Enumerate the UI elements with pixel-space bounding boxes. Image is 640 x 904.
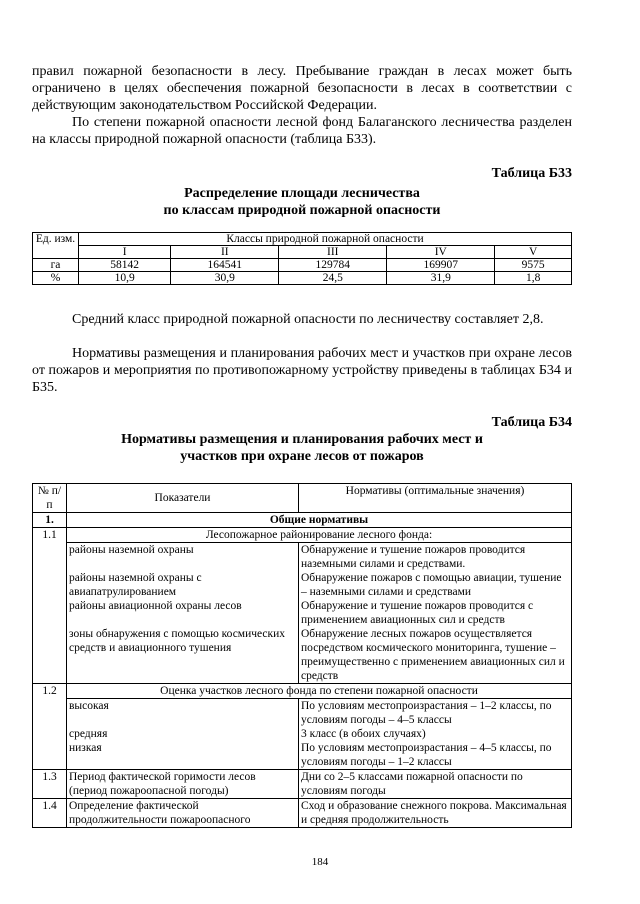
class-v: V — [495, 246, 572, 259]
indicator-cell: Определение фактической продолжительности пожароопасного — [67, 799, 299, 828]
cell: 10,9 — [79, 272, 171, 285]
row-number: 1.4 — [33, 799, 67, 828]
classes-header: Классы природной пожарной опасности — [79, 233, 572, 246]
norm-cell: Обнаружение лесных пожаров осуществляется посредством космического мониторинга, тушение – преимущественно с применением авиационных сил и средств — [299, 627, 572, 684]
norm-cell: Обнаружение и тушение пожаров проводится с применением авиационных сил и средств — [299, 599, 572, 627]
cell: 30,9 — [171, 272, 279, 285]
norms-header: Нормативы (оптимальные значения) — [299, 484, 572, 513]
table-b33-title-line-2: по классам природной пожарной опасности — [163, 203, 441, 218]
table-b33 — [32, 232, 572, 285]
table-b34-title-line-2: участков при охране лесов от пожаров — [180, 449, 424, 464]
middle-paragraph-1: Средний класс природной пожарной опасности по лесничеству составляет 2,8. — [72, 312, 544, 327]
section-row — [33, 513, 572, 528]
class-row — [33, 246, 572, 259]
indicator-cell: высокая — [67, 699, 299, 728]
table-b33-label: Таблица Б33 — [491, 166, 572, 181]
table-row — [33, 770, 572, 799]
indicator-cell: средняя — [67, 727, 299, 741]
row-number: 1.1 — [33, 528, 67, 684]
class-iv: IV — [387, 246, 495, 259]
table-row — [33, 543, 572, 572]
cell: 31,9 — [387, 272, 495, 285]
page-number: 184 — [311, 856, 329, 868]
norm-cell: 3 класс (в обоих случаях) — [299, 727, 572, 741]
unit-header: Ед. изм. — [33, 233, 79, 259]
table-row — [33, 727, 572, 741]
cell: 169907 — [387, 259, 495, 272]
norm-cell: По условиям местопроизрастания – 4–5 классы, по условиям погоды – 1–2 классы — [299, 741, 572, 770]
indicator-cell: районы наземной охраны — [67, 543, 299, 572]
indicators-header: Показатели — [67, 484, 299, 513]
table-b34-title — [32, 431, 572, 465]
table-row — [33, 741, 572, 770]
row-unit: га — [33, 259, 79, 272]
table-row — [33, 699, 572, 728]
table-row — [33, 627, 572, 684]
class-i: I — [79, 246, 171, 259]
section-title: Общие нормативы — [67, 513, 572, 528]
intro-paragraph-1: правил пожарной безопасности в лесу. Пребывание граждан в лесах может быть ограничено в целях обеспечения пожарной безопасности в лесах в соответствии с действующим законодательством Российской Федерации. — [32, 64, 572, 113]
row-number: 1.3 — [33, 770, 67, 799]
norm-cell: Обнаружение пожаров с помощью авиации, тушение – наземными силами и средствами — [299, 571, 572, 599]
row-title: Лесопожарное районирование лесного фонда: — [67, 528, 572, 543]
intro-paragraph-2: По степени пожарной опасности лесной фонд Балаганского лесничества разделен на классы природной пожарной опасности (таблица Б33). — [32, 115, 572, 147]
row-number: 1.2 — [33, 684, 67, 770]
table-b34 — [32, 483, 572, 828]
norm-cell: По условиям местопроизрастания – 1–2 классы, по условиям погоды – 4–5 классы — [299, 699, 572, 728]
table-row — [33, 528, 572, 543]
table-row — [33, 599, 572, 627]
table-b33-title-line-1: Распределение площади лесничества — [184, 186, 420, 201]
cell: 24,5 — [279, 272, 387, 285]
cell: 9575 — [495, 259, 572, 272]
table-row — [33, 799, 572, 828]
indicator-cell: низкая — [67, 741, 299, 770]
cell: 58142 — [79, 259, 171, 272]
row-unit: % — [33, 272, 79, 285]
middle-paragraph-2: Нормативы размещения и планирования рабочих мест и участков при охране лесов от пожаров и мероприятия по противопожарному устройству приведены в таблицах Б34 и Б35. — [32, 346, 572, 395]
table-b34-title-line-1: Нормативы размещения и планирования рабочих мест и — [121, 432, 483, 447]
header-row — [33, 484, 572, 513]
indicator-cell: районы наземной охраны с авиапатрулированием — [67, 571, 299, 599]
indicator-cell: районы авиационной охраны лесов — [67, 599, 299, 627]
cell: 129784 — [279, 259, 387, 272]
section-number: 1. — [33, 513, 67, 528]
cell: 1,8 — [495, 272, 572, 285]
class-iii: III — [279, 246, 387, 259]
class-ii: II — [171, 246, 279, 259]
norm-cell: Обнаружение и тушение пожаров проводится наземными силами и средствами. — [299, 543, 572, 572]
norm-cell: Сход и образование снежного покрова. Максимальная и средняя продолжительность — [299, 799, 572, 828]
table-b33-title — [32, 185, 572, 219]
cell: 164541 — [171, 259, 279, 272]
table-row — [33, 272, 572, 285]
indicator-cell: Период фактической горимости лесов (период пожароопасной погоды) — [67, 770, 299, 799]
indicator-cell: зоны обнаружения с помощью космических средств и авиационного тушения — [67, 627, 299, 684]
norm-cell: Дни со 2–5 классами пожарной опасности по условиям погоды — [299, 770, 572, 799]
table-b34-label: Таблица Б34 — [491, 415, 572, 430]
table-row — [33, 684, 572, 699]
row-title: Оценка участков лесного фонда по степени пожарной опасности — [67, 684, 572, 699]
table-row — [33, 571, 572, 599]
table-row — [33, 259, 572, 272]
num-header: № п/п — [33, 484, 67, 513]
